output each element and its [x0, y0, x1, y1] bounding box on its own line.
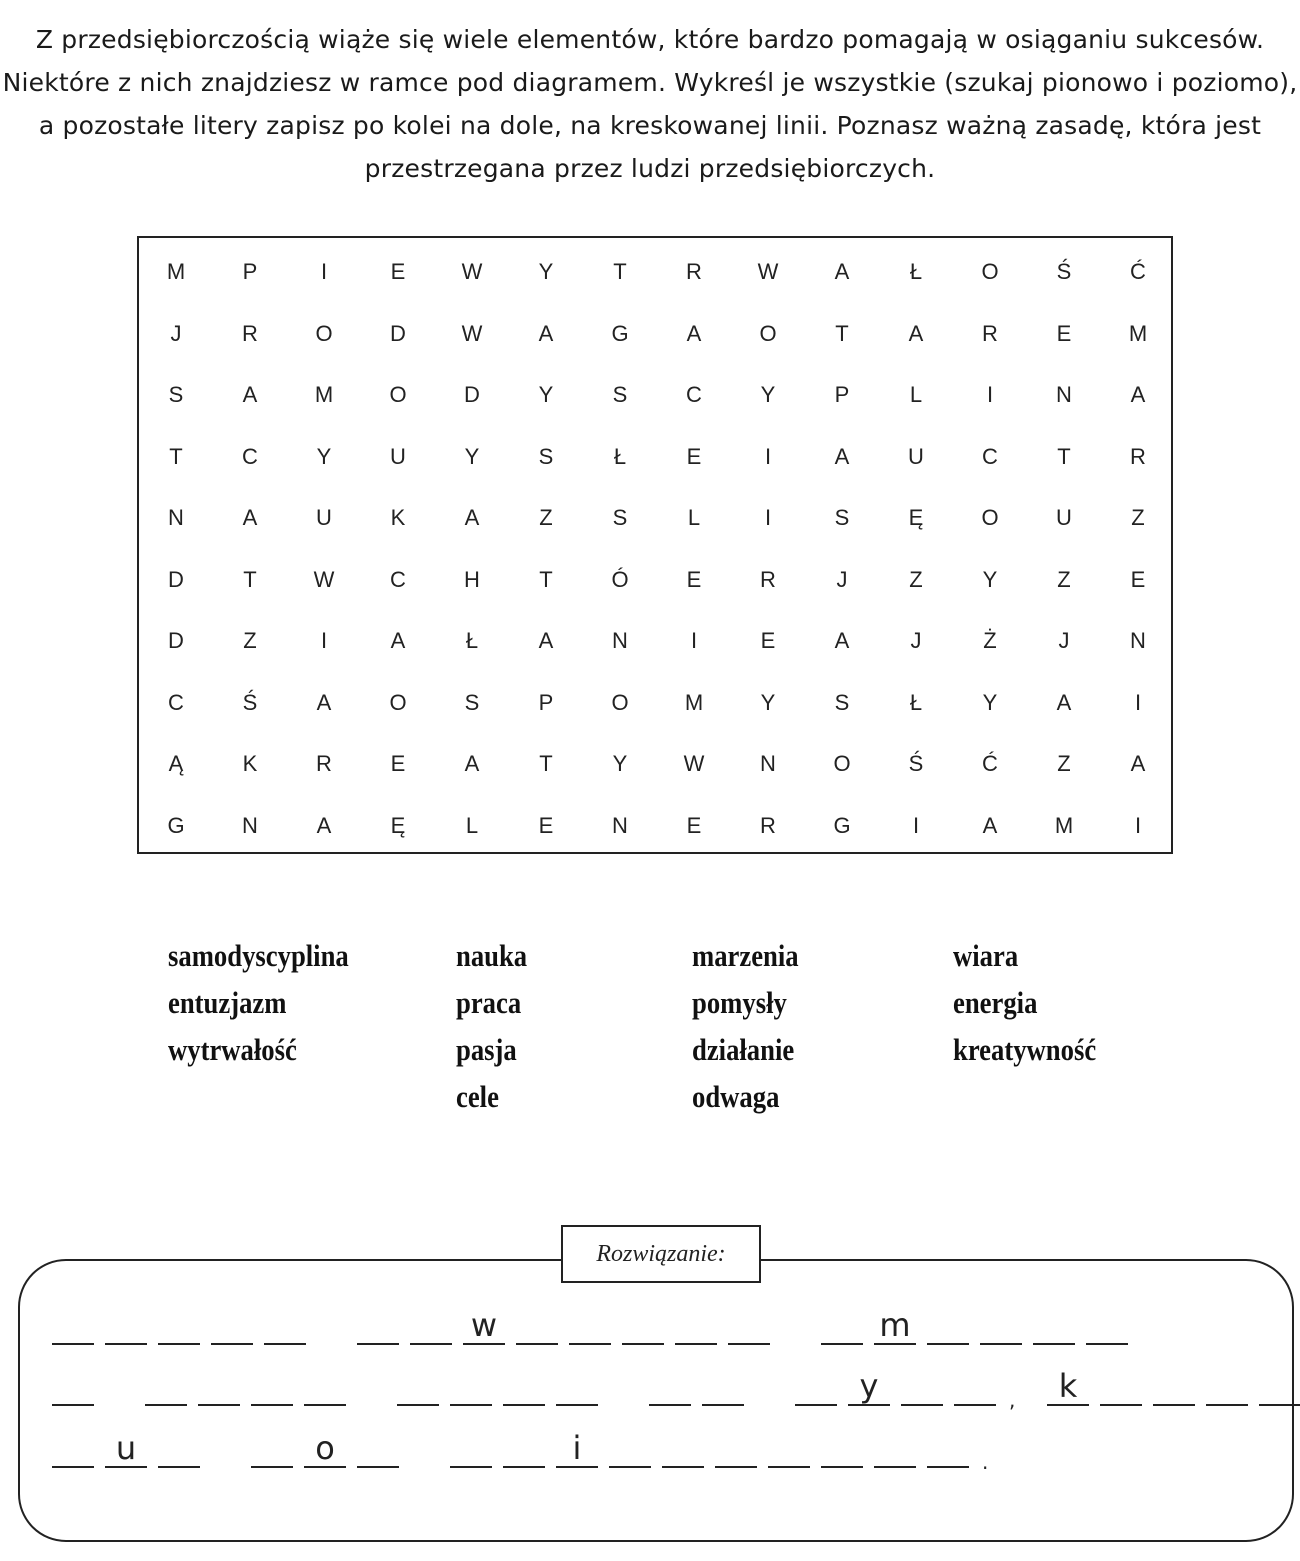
- solution-blank[interactable]: [649, 1366, 691, 1406]
- grid-letter[interactable]: S: [612, 382, 628, 407]
- grid-letter[interactable]: W: [461, 320, 483, 346]
- word-list-item: cele: [456, 1079, 499, 1114]
- grid-letter[interactable]: R: [760, 812, 776, 838]
- solution-blank[interactable]: [145, 1366, 187, 1406]
- grid-letter[interactable]: Ś: [242, 689, 258, 715]
- grid-letter[interactable]: Y: [538, 259, 554, 284]
- solution-blank[interactable]: [304, 1366, 346, 1406]
- grid-row: [139, 621, 1171, 661]
- word-list-item: pasja: [456, 1032, 517, 1067]
- grid-letter[interactable]: W: [461, 259, 483, 284]
- grid-letter[interactable]: T: [539, 751, 553, 776]
- grid-letter[interactable]: A: [834, 259, 850, 284]
- grid-letter[interactable]: Ę: [908, 505, 924, 530]
- solution-blank[interactable]: [874, 1428, 916, 1468]
- instruction-line: a pozostałe litery zapisz po kolei na dole, na kreskowanej linii. Poznasz ważną zasadę, która jest: [38, 111, 1262, 140]
- grid-letter[interactable]: L: [465, 812, 479, 838]
- grid-letter[interactable]: C: [390, 566, 406, 592]
- grid-letter[interactable]: W: [313, 566, 335, 592]
- grid-letter[interactable]: I: [912, 812, 920, 838]
- grid-letter[interactable]: E: [390, 259, 406, 284]
- grid-letter[interactable]: Y: [982, 566, 998, 592]
- grid-letter[interactable]: D: [390, 320, 406, 346]
- instruction-line: przestrzegana przez ludzi przedsiębiorczych.: [364, 154, 936, 183]
- grid-letter[interactable]: E: [390, 751, 406, 776]
- grid-letter[interactable]: Y: [538, 382, 554, 407]
- grid-letter[interactable]: N: [168, 505, 184, 530]
- word-list-item: wytrwałość: [168, 1032, 297, 1067]
- grid-letter[interactable]: A: [390, 628, 406, 653]
- grid-letter[interactable]: E: [538, 812, 554, 838]
- solution-period: .: [982, 1450, 989, 1474]
- word-search-grid[interactable]: [137, 236, 1173, 854]
- grid-letter[interactable]: R: [982, 320, 998, 346]
- grid-letter[interactable]: R: [760, 566, 776, 592]
- grid-letter[interactable]: S: [834, 689, 850, 715]
- grid-letter[interactable]: P: [834, 382, 850, 407]
- grid-letter[interactable]: U: [1056, 505, 1072, 530]
- grid-letter[interactable]: R: [1130, 443, 1146, 469]
- solution-label: Rozwiązanie:: [561, 1225, 761, 1283]
- grid-letter[interactable]: E: [686, 566, 702, 592]
- grid-letter[interactable]: Y: [982, 689, 998, 715]
- solution-blank[interactable]: m: [874, 1305, 916, 1345]
- solution-blank[interactable]: [211, 1305, 253, 1345]
- grid-letter[interactable]: U: [390, 443, 406, 469]
- solution-blank[interactable]: [702, 1366, 744, 1406]
- word-list-item: wiara: [953, 938, 1019, 973]
- grid-letter[interactable]: I: [690, 628, 698, 653]
- solution-blank[interactable]: [264, 1305, 306, 1345]
- grid-letter[interactable]: U: [908, 443, 924, 469]
- grid-letter[interactable]: J: [1058, 628, 1070, 653]
- solution-blank[interactable]: [503, 1366, 545, 1406]
- instruction-line: Z przedsiębiorczością wiąże się wiele elementów, które bardzo pomagają w osiąganiu sukcesów.: [35, 25, 1265, 54]
- solution-blank[interactable]: [357, 1305, 399, 1345]
- solution-blank[interactable]: [715, 1428, 757, 1468]
- grid-letter[interactable]: Ł: [909, 689, 923, 715]
- solution-blank[interactable]: y: [848, 1366, 890, 1406]
- solution-blank[interactable]: o: [304, 1428, 346, 1468]
- grid-letter[interactable]: I: [764, 505, 772, 530]
- grid-row: [139, 744, 1171, 784]
- grid-letter[interactable]: O: [759, 320, 777, 346]
- solution-blank[interactable]: [198, 1366, 240, 1406]
- grid-letter[interactable]: Ś: [1056, 259, 1072, 284]
- grid-letter[interactable]: Ć: [1130, 259, 1146, 284]
- grid-letter[interactable]: T: [169, 443, 183, 469]
- grid-letter[interactable]: A: [834, 443, 850, 469]
- word-list-item: kreatywność: [953, 1032, 1097, 1067]
- solution-blank[interactable]: [52, 1305, 94, 1345]
- solution-blank[interactable]: [503, 1428, 545, 1468]
- solution-blank[interactable]: [768, 1428, 810, 1468]
- solution-blank[interactable]: [410, 1305, 452, 1345]
- grid-row: [139, 314, 1171, 354]
- grid-letter[interactable]: K: [242, 751, 258, 776]
- solution-blank[interactable]: i: [556, 1428, 598, 1468]
- solution-blank[interactable]: u: [105, 1428, 147, 1468]
- solution-blank[interactable]: [795, 1366, 837, 1406]
- grid-letter[interactable]: U: [316, 505, 332, 530]
- word-list-item: działanie: [692, 1032, 795, 1067]
- grid-letter[interactable]: Z: [243, 628, 257, 653]
- grid-letter[interactable]: O: [611, 689, 629, 715]
- grid-letter[interactable]: A: [316, 689, 332, 715]
- instruction-line: Niektóre z nich znajdziesz w ramce pod diagramem. Wykreśl je wszystkie (szukaj pionowo i poziomo),: [2, 68, 1298, 97]
- word-list-item: entuzjazm: [168, 985, 287, 1020]
- grid-letter[interactable]: Ż: [983, 628, 997, 653]
- word-list-item: odwaga: [692, 1079, 780, 1114]
- grid-letter[interactable]: Ł: [465, 628, 479, 653]
- solution-blank[interactable]: [251, 1428, 293, 1468]
- grid-letter[interactable]: R: [242, 320, 258, 346]
- grid-letter[interactable]: Z: [909, 566, 923, 592]
- grid-letter[interactable]: O: [389, 382, 407, 407]
- grid-letter[interactable]: C: [982, 443, 998, 469]
- solution-blank[interactable]: [569, 1305, 611, 1345]
- grid-letter[interactable]: O: [389, 689, 407, 715]
- grid-letter[interactable]: S: [464, 689, 480, 715]
- solution-blank[interactable]: [1033, 1305, 1075, 1345]
- solution-blank[interactable]: w: [463, 1305, 505, 1345]
- solution-blank[interactable]: [357, 1428, 399, 1468]
- grid-letter[interactable]: G: [833, 812, 851, 838]
- grid-letter[interactable]: A: [464, 751, 480, 776]
- solution-blank[interactable]: [609, 1428, 651, 1468]
- solution-blank[interactable]: [450, 1428, 492, 1468]
- grid-letter[interactable]: A: [538, 628, 554, 653]
- solution-blank[interactable]: [901, 1366, 943, 1406]
- grid-letter[interactable]: A: [686, 320, 702, 346]
- grid-letter[interactable]: M: [1128, 320, 1148, 346]
- solution-blank[interactable]: [1153, 1366, 1195, 1406]
- grid-letter[interactable]: O: [981, 505, 999, 530]
- grid-letter[interactable]: E: [686, 443, 702, 469]
- grid-letter[interactable]: M: [1054, 812, 1074, 838]
- grid-letter[interactable]: Ę: [390, 812, 406, 838]
- grid-letter[interactable]: N: [1056, 382, 1072, 407]
- solution-blank[interactable]: [728, 1305, 770, 1345]
- grid-letter[interactable]: Ł: [909, 259, 923, 284]
- grid-letter[interactable]: C: [242, 443, 258, 469]
- grid-letter[interactable]: T: [613, 259, 627, 284]
- grid-letter[interactable]: A: [464, 505, 480, 530]
- grid-row: [139, 498, 1171, 538]
- solution-blank[interactable]: [1086, 1305, 1128, 1345]
- grid-letter[interactable]: T: [243, 566, 257, 592]
- solution-blank[interactable]: [105, 1305, 147, 1345]
- solution-blank[interactable]: [821, 1305, 863, 1345]
- grid-letter[interactable]: A: [242, 505, 258, 530]
- grid-letter[interactable]: A: [1130, 382, 1146, 407]
- solution-blank[interactable]: [927, 1305, 969, 1345]
- grid-letter[interactable]: L: [687, 505, 701, 530]
- grid-letter[interactable]: N: [760, 751, 776, 776]
- solution-blank[interactable]: k: [1047, 1366, 1089, 1406]
- grid-letter[interactable]: Z: [1131, 505, 1145, 530]
- solution-blank[interactable]: [1100, 1366, 1142, 1406]
- grid-letter[interactable]: J: [910, 628, 922, 653]
- grid-letter[interactable]: E: [760, 628, 776, 653]
- grid-letter[interactable]: D: [168, 566, 184, 592]
- grid-letter[interactable]: W: [757, 259, 779, 284]
- grid-letter[interactable]: A: [1056, 689, 1072, 715]
- grid-letter[interactable]: A: [242, 382, 258, 407]
- grid-row: [139, 560, 1171, 600]
- grid-letter[interactable]: M: [684, 689, 704, 715]
- word-list-item: samodyscyplina: [168, 938, 349, 973]
- solution-blank[interactable]: [927, 1428, 969, 1468]
- grid-letter[interactable]: N: [242, 812, 258, 838]
- solution-blank[interactable]: [52, 1366, 94, 1406]
- grid-letter[interactable]: I: [320, 628, 328, 653]
- grid-letter[interactable]: Z: [1057, 566, 1071, 592]
- grid-letter[interactable]: A: [538, 320, 554, 346]
- grid-letter[interactable]: T: [1057, 443, 1071, 469]
- word-list-item: praca: [456, 985, 522, 1020]
- grid-letter[interactable]: T: [835, 320, 849, 346]
- solution-blank[interactable]: [158, 1305, 200, 1345]
- grid-letter[interactable]: A: [834, 628, 850, 653]
- grid-letter[interactable]: Z: [539, 505, 553, 530]
- grid-letter[interactable]: L: [909, 382, 923, 407]
- grid-letter[interactable]: Y: [760, 689, 776, 715]
- grid-letter[interactable]: N: [612, 628, 628, 653]
- grid-letter[interactable]: O: [315, 320, 333, 346]
- grid-letter[interactable]: G: [167, 812, 185, 838]
- word-list-item: pomysły: [692, 985, 787, 1020]
- word-list-item: nauka: [456, 938, 528, 973]
- grid-letter[interactable]: A: [316, 812, 332, 838]
- grid-letter[interactable]: S: [834, 505, 850, 530]
- grid-letter[interactable]: O: [833, 751, 851, 776]
- grid-letter[interactable]: E: [1056, 320, 1072, 346]
- solution-blank[interactable]: [675, 1305, 717, 1345]
- grid-letter[interactable]: Ś: [908, 751, 924, 776]
- grid-letter[interactable]: Ó: [611, 566, 629, 592]
- grid-letter[interactable]: Y: [464, 443, 480, 469]
- grid-letter[interactable]: H: [464, 566, 480, 592]
- grid-row: [139, 252, 1171, 292]
- grid-letter[interactable]: E: [686, 812, 702, 838]
- solution-blank[interactable]: [821, 1428, 863, 1468]
- grid-letter[interactable]: Ć: [982, 751, 998, 776]
- grid-letter[interactable]: Ą: [168, 751, 184, 776]
- grid-letter[interactable]: J: [170, 320, 182, 346]
- grid-letter[interactable]: Y: [316, 443, 332, 469]
- grid-letter[interactable]: R: [686, 259, 702, 284]
- grid-row: [139, 683, 1171, 723]
- grid-letter[interactable]: S: [612, 505, 628, 530]
- grid-letter[interactable]: P: [538, 689, 554, 715]
- solution-blank[interactable]: [556, 1366, 598, 1406]
- solution-blank[interactable]: [397, 1366, 439, 1406]
- grid-letter[interactable]: E: [1130, 566, 1146, 592]
- grid-letter[interactable]: D: [464, 382, 480, 407]
- grid-letter[interactable]: N: [612, 812, 628, 838]
- solution-blank[interactable]: [251, 1366, 293, 1406]
- grid-letter[interactable]: C: [686, 382, 702, 407]
- grid-letter[interactable]: S: [538, 443, 554, 469]
- grid-letter[interactable]: Y: [612, 751, 628, 776]
- grid-letter[interactable]: K: [390, 505, 406, 530]
- grid-row: [139, 806, 1171, 846]
- solution-blank[interactable]: [980, 1305, 1022, 1345]
- solution-blank[interactable]: [52, 1428, 94, 1468]
- grid-row: [139, 375, 1171, 415]
- grid-letter[interactable]: G: [611, 320, 629, 346]
- grid-letter[interactable]: I: [986, 382, 994, 407]
- grid-letter[interactable]: Y: [760, 382, 776, 407]
- solution-blank[interactable]: [450, 1366, 492, 1406]
- grid-row: [139, 437, 1171, 477]
- grid-letter[interactable]: M: [314, 382, 334, 407]
- word-list-item: marzenia: [692, 938, 799, 973]
- grid-letter[interactable]: P: [242, 259, 258, 284]
- grid-letter[interactable]: C: [168, 689, 184, 715]
- grid-letter[interactable]: A: [982, 812, 998, 838]
- solution-blank[interactable]: [158, 1428, 200, 1468]
- grid-letter[interactable]: Ł: [613, 443, 627, 469]
- grid-letter[interactable]: N: [1130, 628, 1146, 653]
- solution-blank[interactable]: [662, 1428, 704, 1468]
- grid-letter[interactable]: I: [764, 443, 772, 469]
- grid-letter[interactable]: J: [836, 566, 848, 592]
- grid-letter[interactable]: A: [908, 320, 924, 346]
- grid-letter[interactable]: R: [316, 751, 332, 776]
- solution-blank[interactable]: [1259, 1366, 1300, 1406]
- grid-letter[interactable]: M: [166, 259, 186, 284]
- grid-letter[interactable]: T: [539, 566, 553, 592]
- grid-letter[interactable]: W: [683, 751, 705, 776]
- grid-letter[interactable]: S: [168, 382, 184, 407]
- grid-letter[interactable]: O: [981, 259, 999, 284]
- solution-blank[interactable]: [954, 1366, 996, 1406]
- grid-letter[interactable]: D: [168, 628, 184, 653]
- grid-letter[interactable]: I: [1134, 812, 1142, 838]
- grid-letter[interactable]: A: [1130, 751, 1146, 776]
- grid-letter[interactable]: I: [1134, 689, 1142, 715]
- solution-blank[interactable]: [516, 1305, 558, 1345]
- instructions: [0, 18, 1300, 190]
- solution-blank[interactable]: [1206, 1366, 1248, 1406]
- solution-comma: ,: [1009, 1388, 1016, 1412]
- grid-letter[interactable]: Z: [1057, 751, 1071, 776]
- grid-letter[interactable]: I: [320, 259, 328, 284]
- word-list-item: energia: [953, 985, 1038, 1020]
- solution-blank[interactable]: [622, 1305, 664, 1345]
